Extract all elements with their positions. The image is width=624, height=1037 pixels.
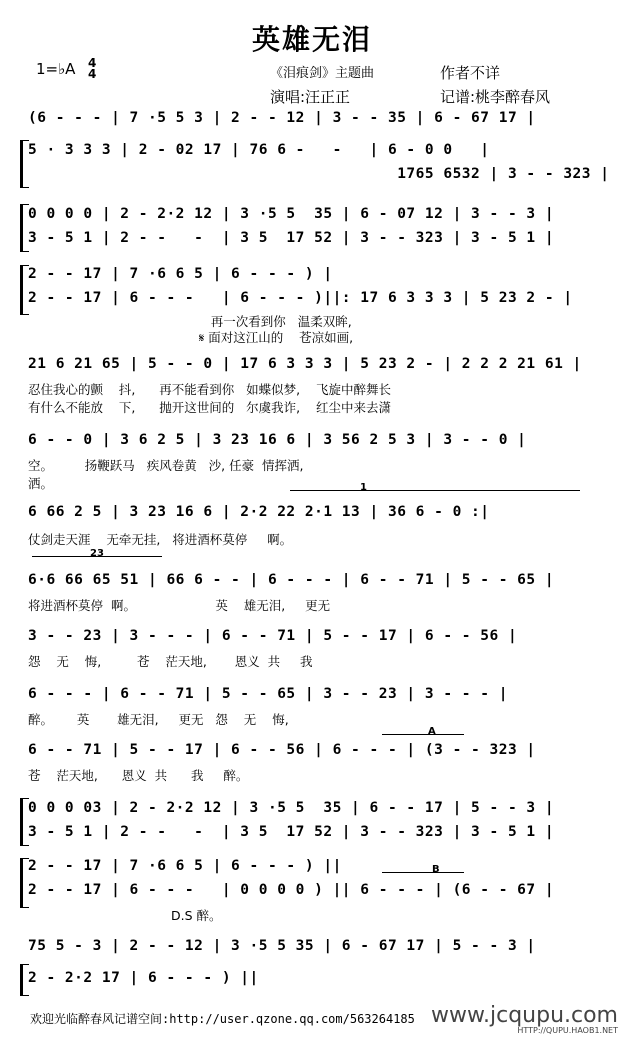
singer-label: 演唱:汪正正 [270, 88, 351, 106]
transcriber-label: 记谱:桃李醉春风 [440, 88, 551, 106]
footer-link-text: 欢迎光临醉春风记谱空间:http://user.qzone.qq.com/563264185 [30, 1012, 415, 1026]
lyric-line: 怨 无 悔, 苍 茫天地, 恩义 共 我 [28, 654, 313, 669]
lyric-line: 苍 茫天地, 恩义 共 我 醉。 [28, 768, 249, 783]
notation-line: 0 0 0 03 | 2 - 2·2 12 | 3 ·5 5 35 | 6 - - 17 | 5 - - 3 | [28, 800, 555, 816]
lyric-line: 空。 扬鞭跃马 疾风卷黄 沙, 任豪 情挥洒, [28, 458, 304, 473]
notation-line: 2 - 2·2 17 | 6 - - - ) || [28, 970, 259, 986]
notation-line: 1765 6532 | 3 - - 323 | [28, 166, 610, 182]
lyric-line: 仗剑走天涯 无牵无挂, 将进酒杯莫停 啊。 [28, 532, 293, 547]
volta-23-label: 23 [90, 548, 104, 559]
time-signature [88, 58, 96, 80]
author-label: 作者不详 [440, 64, 501, 82]
notation-line: 6 - - - | 6 - - 71 | 5 - - 65 | 3 - - 23 | 3 - - - | [28, 686, 508, 702]
notation-line: 6·6 66 65 51 | 66 6 - - | 6 - - - | 6 - - 71 | 5 - - 65 | [28, 572, 555, 588]
section-a-label: A [428, 726, 436, 737]
song-title: 英雄无泪 [251, 23, 372, 56]
section-line [382, 734, 464, 735]
notation-line: 21 6 21 65 | 5 - - 0 | 17 6 3 3 3 | 5 23 2 - | 2 2 2 21 61 | [28, 356, 582, 372]
section-line [382, 872, 464, 873]
notation-line: 3 - - 23 | 3 - - - | 6 - - 71 | 5 - - 17 | 6 - - 56 | [28, 628, 518, 644]
notation-line: 75 5 - 3 | 2 - - 12 | 3 ·5 5 35 | 6 - 67 17 | 5 - - 3 | [28, 938, 536, 954]
notation-line: 2 - - 17 | 6 - - - | 0 0 0 0 ) || 6 - - - | (6 - - 67 | [28, 882, 555, 898]
notation-line: 2 - - 17 | 7 ·6 6 5 | 6 - - - ) | [28, 266, 333, 282]
watermark-sub: HTTP://QUPU.HAOB1.NET [517, 1026, 618, 1035]
lyric-line: D.S 醉。 [28, 908, 222, 923]
notation-line: (6 - - - | 7 ·5 5 3 | 2 - - 12 | 3 - - 35 | 6 - 67 17 | [28, 110, 536, 126]
volta-line [290, 490, 580, 491]
key-signature: 1=♭A [36, 60, 76, 78]
lyric-line: 忍住我心的颤 抖, 再不能看到你 如蝶似梦, 飞旋中醉舞长 [28, 382, 391, 397]
source-label: 《泪痕剑》主题曲 [270, 66, 375, 81]
notation-line: 6 66 2 5 | 3 23 16 6 | 2·2 22 2·1 13 | 36 6 - 0 :| [28, 504, 490, 520]
meter-top: 4 [88, 56, 97, 70]
watermark: www.jcqupu.com [431, 1003, 618, 1028]
notation-line: 3 - 5 1 | 2 - - - | 3 5 17 52 | 3 - - 323 | 3 - 5 1 | [28, 824, 555, 840]
notation-line: 6 - - 0 | 3 6 2 5 | 3 23 16 6 | 3 56 2 5 3 | 3 - - 0 | [28, 432, 527, 448]
notation-line: 3 - 5 1 | 2 - - - | 3 5 17 52 | 3 - - 323 | 3 - 5 1 | [28, 230, 555, 246]
lyric-line: 洒。 [28, 476, 54, 491]
notation-line: 5 · 3 3 3 | 2 - 02 17 | 76 6 - - | 6 - 0 0 | [28, 142, 490, 158]
lyric-line: 再一次看到你 温柔双眸, [28, 314, 352, 329]
lyric-line: 醉。 英 雄无泪, 更无 怨 无 悔, [28, 712, 289, 727]
lyric-line: 将进酒杯莫停 啊。 英 雄无泪, 更无 [28, 598, 331, 613]
notation-line: 2 - - 17 | 6 - - - | 6 - - - )||: 17 6 3 3 3 | 5 23 2 - | [28, 290, 573, 306]
notation-line: 6 - - 71 | 5 - - 17 | 6 - - 56 | 6 - - - | (3 - - 323 | [28, 742, 536, 758]
volta-1-label: 1 [360, 482, 367, 493]
notation-line: 0 0 0 0 | 2 - 2·2 12 | 3 ·5 5 35 | 6 - 07 12 | 3 - - 3 | [28, 206, 555, 222]
lyric-line: 𝄋 面对这江山的 苍凉如画, [28, 330, 354, 345]
meter-bottom: 4 [88, 67, 97, 81]
section-b-label: B [432, 864, 440, 875]
notation-line: 2 - - 17 | 7 ·6 6 5 | 6 - - - ) || [28, 858, 342, 874]
lyric-line: 有什么不能放 下, 抛开这世间的 尔虞我诈, 红尘中来去潇 [28, 400, 391, 415]
